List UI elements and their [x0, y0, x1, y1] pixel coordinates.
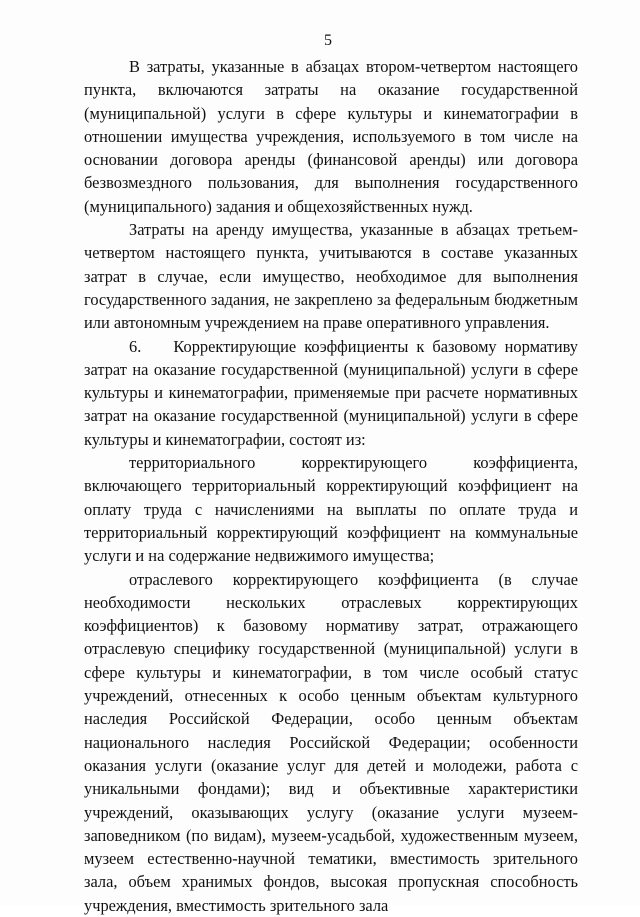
paragraph-rent-costs: Затраты на аренду имущества, указанные в абзацах третьем-четвертом настоящего пункта, учитываются в составе указанных затрат в случае, если имущество, необходимое для выполнения государственного задания, не закреплено за федеральным бюджетным или автономным учреждением на праве оперативного управления. — [84, 220, 578, 333]
document-body — [84, 55, 578, 917]
paragraph-sectoral-coefficient: отраслевого корректирующего коэффициента (в случае необходимости нескольких отраслевых корректирующих коэффициентов) к базовому нормативу затрат, отражающего отраслевую специфику государственной (муниципальной) услуги в сфере культуры и кинематографии, в том числе особый статус учреждений, отнесенных к особо ценным объектам культурного наследия Российской Федерации, особо ценным объектам национального наследия Российской Федерации; особенности оказания услуги (оказание услуг для детей и молодежи, работа с уникальными фондами); вид и объективные характеристики учреждений, оказывающих услугу (оказание услуги музеем-заповедником (по видам), музеем-усадьбой, художественным музеем, музеем естественно-научной тематики, вместимость зрительного зала, объем хранимых фондов, высокая пропускная способность учреждения, вместимость зрительного зала — [84, 569, 578, 915]
paragraph-territorial-coefficient: территориального корректирующего коэффициента, включающего территориальный корректирующий коэффициент на оплату труда с начислениями на выплаты по оплате труда и территориальный корректирующий коэффициент на коммунальные услуги и на содержание недвижимого имущества; — [84, 453, 578, 566]
paragraph-costs-included: В затраты, указанные в абзацах втором-четвертом настоящего пункта, включаются затраты на оказание государственной (муниципальной) услуги в сфере культуры и кинематографии в отношении имущества учреждения, используемого в том числе на основании договора аренды (финансовой аренды) или договора безвозмездного пользования, для выполнения государственного (муниципального) задания и общехозяйственных нужд. — [84, 57, 578, 216]
paragraph-item-6: 6. Корректирующие коэффициенты к базовому нормативу затрат на оказание государственной (муниципальной) услуги в сфере культуры и кинематографии, применяемые при расчете нормативных затрат на оказание государственной (муниципальной) услуги в сфере культуры и кинематографии, состоят из: — [84, 336, 578, 449]
page-number: 5 — [324, 32, 332, 49]
